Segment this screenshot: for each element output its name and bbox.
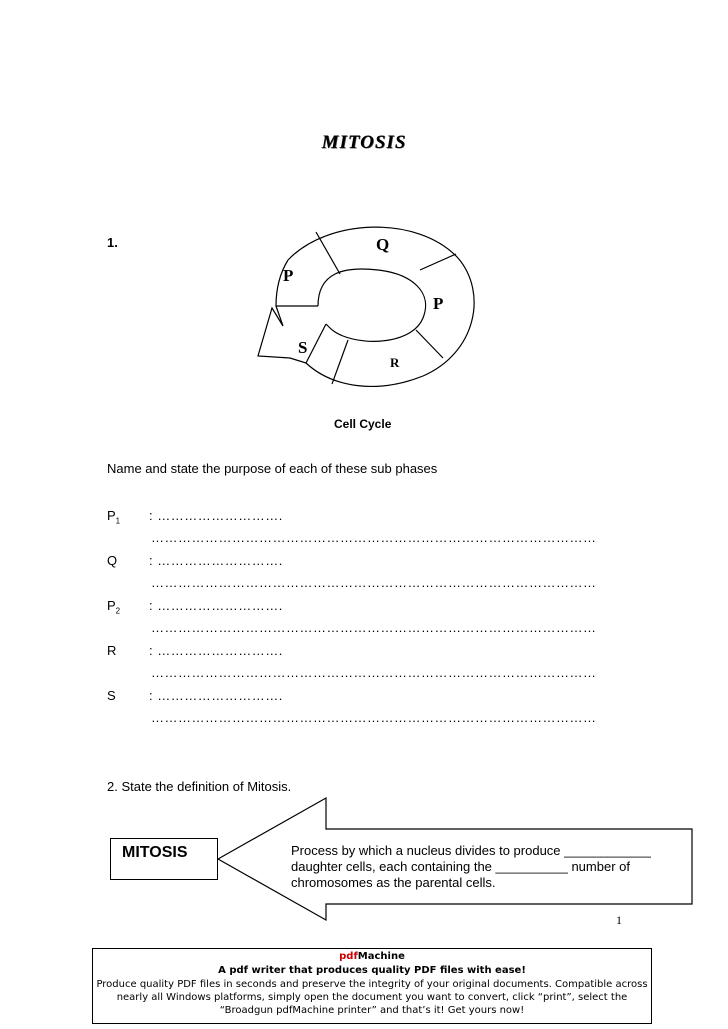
page-number: 1 bbox=[616, 913, 622, 927]
footer-line-3: “Broadgun pdfMachine printer” and that’s it! Get yours now! bbox=[219, 1005, 525, 1016]
answer-short-p1: : ………………………. bbox=[149, 508, 283, 523]
question-1-number: 1. bbox=[107, 235, 118, 250]
cell-cycle-inner-ring bbox=[318, 269, 426, 341]
page-title: MITOSIS bbox=[321, 132, 407, 153]
footer-brand: pdfMachine bbox=[339, 951, 405, 962]
segment-label-p2: P bbox=[433, 294, 444, 313]
answer-long-s: ……………………………………………………………………………………… bbox=[151, 710, 597, 725]
divider-p2-r bbox=[416, 330, 443, 358]
answer-long-r: ……………………………………………………………………………………… bbox=[151, 665, 597, 680]
answer-long-q: ……………………………………………………………………………………… bbox=[151, 575, 597, 590]
diagram-caption: Cell Cycle bbox=[334, 417, 392, 431]
segment-label-p1: P bbox=[283, 266, 294, 285]
phase-label-r: R bbox=[107, 643, 117, 658]
answer-long-p1: ……………………………………………………………………………………… bbox=[151, 530, 597, 545]
phase-label-q: Q bbox=[107, 553, 118, 568]
phase-label-s: S bbox=[107, 688, 116, 703]
segment-label-r: R bbox=[390, 355, 400, 370]
answer-short-s: : ………………………. bbox=[149, 688, 283, 703]
pdfmachine-footer bbox=[92, 948, 652, 1024]
question-2: 2. State the definition of Mitosis. bbox=[107, 779, 292, 794]
mitosis-term: MITOSIS bbox=[122, 844, 188, 861]
segment-label-s: S bbox=[298, 338, 308, 357]
cell-cycle-diagram bbox=[248, 218, 478, 393]
phase-label-p2: $P_2$ bbox=[107, 598, 121, 616]
answer-short-r: : ………………………. bbox=[149, 643, 283, 658]
footer-line-2: nearly all Windows platforms, simply open the document you want to convert, click “print”, select the bbox=[116, 992, 628, 1003]
mitosis-term-box bbox=[110, 838, 218, 880]
answer-short-q: : ………………………. bbox=[149, 553, 283, 568]
answer-short-p2: : ………………………. bbox=[149, 598, 283, 613]
phase-label-p1: $P_1$ bbox=[107, 508, 121, 526]
question-1-instruction: Name and state the purpose of each of these sub phases bbox=[107, 461, 438, 476]
answer-long-p2: ……………………………………………………………………………………… bbox=[151, 620, 597, 635]
divider-q-p2 bbox=[420, 254, 456, 270]
segment-label-q: Q bbox=[376, 235, 390, 254]
divider-p1-q bbox=[316, 232, 340, 274]
divider-r-s bbox=[332, 340, 348, 384]
footer-line-1: Produce quality PDF files in seconds and preserve the integrity of your original documents. Compatible across bbox=[96, 979, 648, 990]
footer-tagline: A pdf writer that produces quality PDF files with ease! bbox=[218, 965, 526, 976]
definition-text: Process by which a nucleus divides to produce ____________ daughter cells, each containing the __________ number of chromosomes as the parental cells. bbox=[291, 843, 651, 890]
